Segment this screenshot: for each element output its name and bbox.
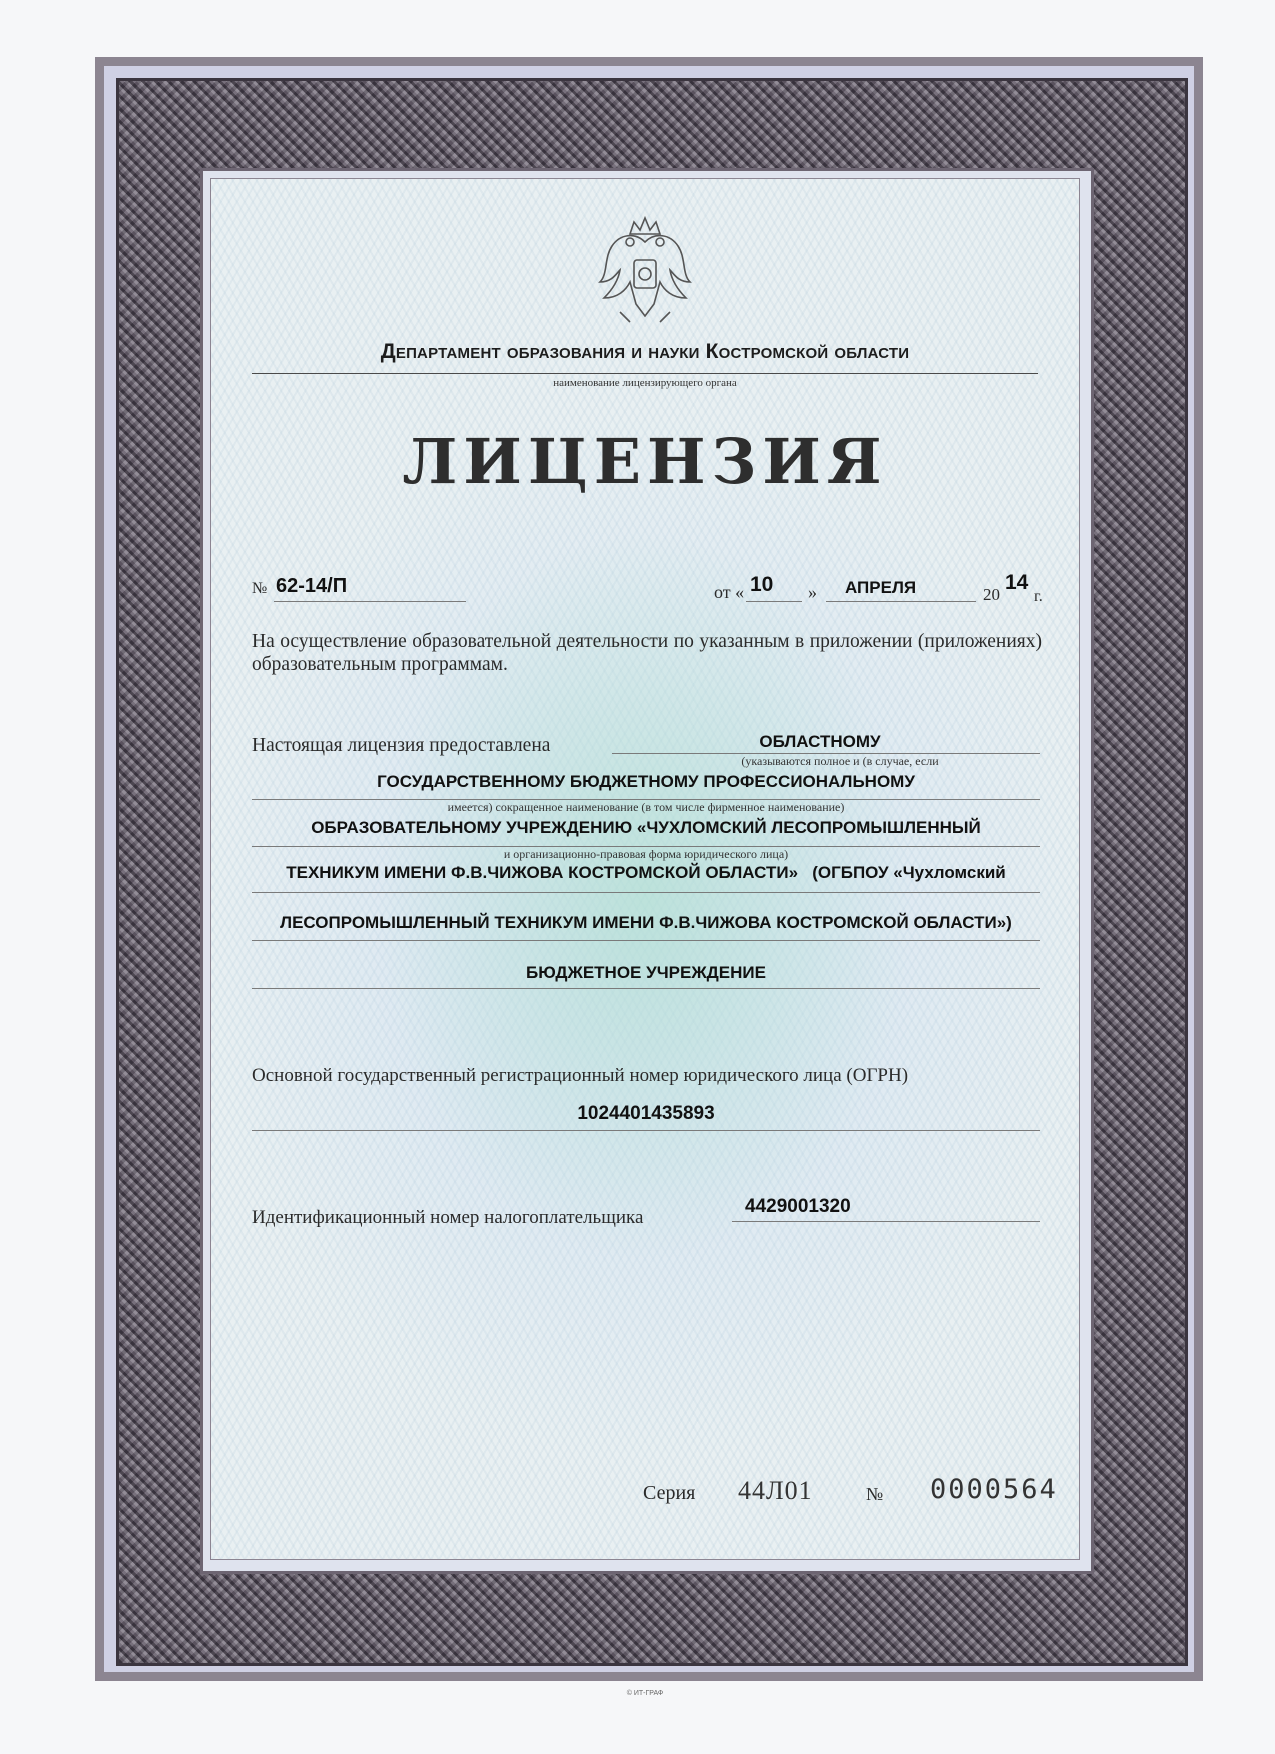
grantee-line-4: ТЕХНИКУМ ИМЕНИ Ф.В.ЧИЖОВА КОСТРОМСКОЙ ОБЛАСТИ» (ОГБПОУ «Чухломский [286, 863, 1006, 882]
grantee-caption-2: имеется) сокращенное наименование (в том числе фирменное наименование) [447, 800, 845, 814]
coat-of-arms-icon [590, 212, 700, 330]
series-value: 44Л01 [738, 1476, 813, 1505]
day-underline [746, 601, 802, 602]
inn-label: Идентификационный номер налогоплательщика [252, 1207, 644, 1228]
license-number: 62-14/П [276, 575, 348, 597]
ogrn-label: Основной государственный регистрационный номер юридического лица (ОГРН) [252, 1065, 909, 1086]
grantee-underline-6 [252, 988, 1040, 989]
year-prefix: 20 [983, 585, 1000, 604]
grantee-caption-1: (указываются полное и (в случае, если [741, 754, 939, 768]
grantee-underline-5 [252, 940, 1040, 941]
grantee-label: Настоящая лицензия предоставлена [252, 735, 551, 756]
year-suffix: 14 [1005, 571, 1029, 594]
grantee-caption-3: и организационно-правовая форма юридического лица) [503, 847, 789, 861]
grantee-line-3: ОБРАЗОВАТЕЛЬНОМУ УЧРЕЖДЕНИЮ «ЧУХЛОМСКИЙ ЛЕСОПРОМЫШЛЕННЫЙ [311, 818, 981, 837]
series-label: Серия [643, 1482, 696, 1504]
series-number-label: № [866, 1484, 884, 1504]
date-from-word: от « [714, 582, 745, 602]
date-close-quote: » [808, 582, 817, 602]
grantee-line-5: ЛЕСОПРОМЫШЛЕННЫЙ ТЕХНИКУМ ИМЕНИ Ф.В.ЧИЖОВА КОСТРОМСКОЙ ОБЛАСТИ») [280, 913, 1012, 932]
inn-underline [732, 1221, 1040, 1222]
number-underline [274, 601, 466, 602]
inn-value: 4429001320 [745, 1196, 851, 1217]
ogrn-value: 1024401435893 [577, 1103, 715, 1124]
document-title: ЛИЦЕНЗИЯ [402, 425, 888, 498]
grantee-underline-4 [252, 892, 1040, 893]
grantee-line-2: ГОСУДАРСТВЕННОМУ БЮДЖЕТНОМУ ПРОФЕССИОНАЛЬНОМУ [377, 772, 915, 791]
date-day: 10 [750, 573, 774, 596]
printer-imprint: © ИТ-ГРАФ [626, 1690, 664, 1697]
form-serial-number: 0000564 [930, 1474, 1058, 1505]
date-month: АПРЕЛЯ [845, 578, 917, 597]
grantee-line-1: ОБЛАСТНОМУ [759, 732, 881, 751]
month-underline [826, 601, 976, 602]
ogrn-underline [252, 1130, 1040, 1131]
year-unit: г. [1034, 588, 1043, 605]
grantee-line-6: БЮДЖЕТНОЕ УЧРЕЖДЕНИЕ [526, 963, 766, 982]
authority-rule [252, 373, 1038, 374]
authority-caption: наименование лицензирующего органа [553, 377, 737, 389]
issuing-authority: Департамент образования и науки Костромской области [380, 340, 910, 363]
license-purpose: На осуществление образовательной деятельности по указанным в приложении (приложениях) образовательным программам. [252, 631, 1042, 675]
number-prefix: № [252, 580, 268, 597]
